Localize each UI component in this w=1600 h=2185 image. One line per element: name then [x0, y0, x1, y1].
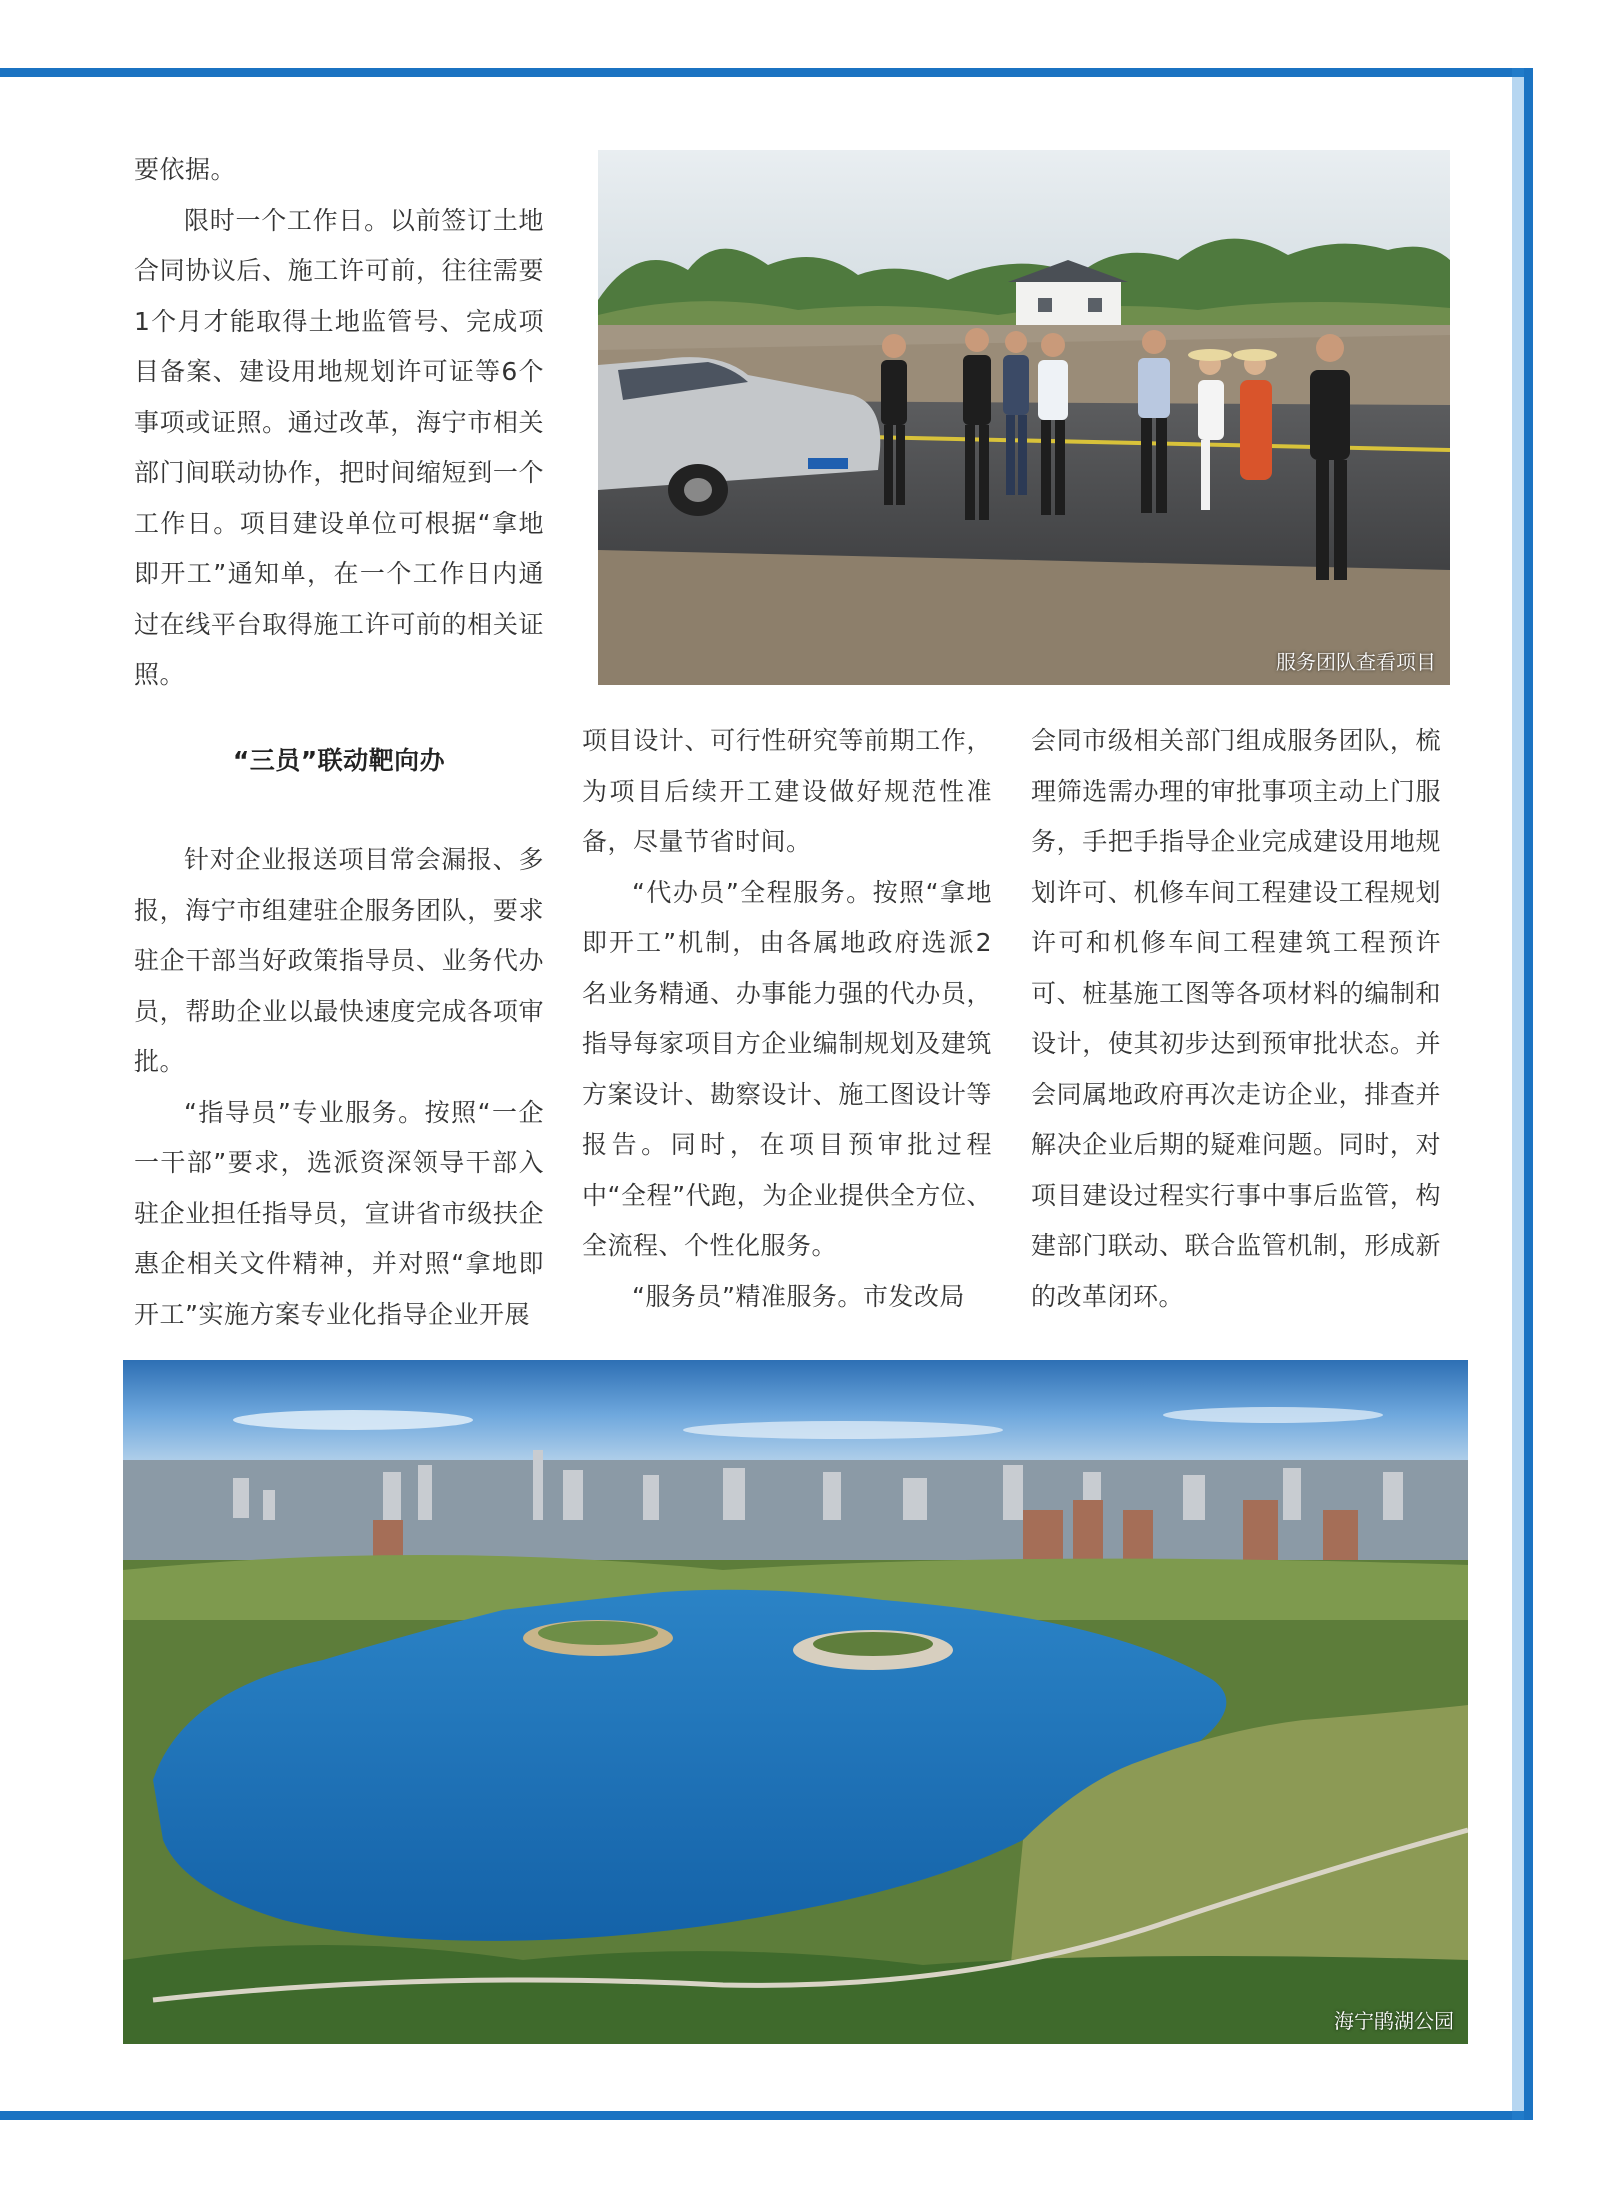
paragraph: 限时一个工作日。以前签订土地合同协议后、施工许可前，往往需要1个月才能取得土地监管号、完成项目备案、建设用地规划许可证等6个事项或证照。通过改革，海宁市相关部门间联动协作，把时间缩短到一个工作日。项目建设单位可根据“拿地即开工”通知单，在一个工作日内通过在线平台取得施工许可前的相关证照。 [134, 205, 544, 689]
section-heading: “三员”联动靶向办 [232, 746, 446, 775]
photo-caption: 服务团队查看项目 [1276, 650, 1436, 674]
photo-juanhu-park [123, 1360, 1468, 2044]
column-1-bottom [134, 835, 544, 1340]
paragraph: “服务员”精准服务。市发改局 [632, 1281, 965, 1311]
photo-caption: 海宁鹃湖公园 [1334, 2009, 1454, 2033]
paragraph: 要依据。 [134, 155, 237, 184]
paragraph: 针对企业报送项目常会漏报、多报，海宁市组建驻企服务团队，要求驻企干部当好政策指导员、业务代办员，帮助企业以最快速度完成各项审批。 [134, 845, 544, 1076]
paragraph: “代办员”全程服务。按照“拿地即开工”机制，由各属地政府选派2名业务精通、办事能力强的代办员，指导每家项目方企业编制规划及建筑方案设计、勘察设计、施工图设计等报告。同时，在项目预审批过程中“全程”代跑，为企业提供全方位、全流程、个性化服务。 [582, 877, 992, 1260]
column-3 [1031, 716, 1441, 1322]
frame-accent [1512, 68, 1524, 2120]
photo-service-team-image [598, 150, 1450, 685]
photo-juanhu-park-image [123, 1360, 1468, 2044]
paragraph: “指导员”专业服务。按照“一企一干部”要求，选派资深领导干部入驻企业担任指导员，宣讲省市级扶企惠企相关文件精神，并对照“拿地即开工”实施方案专业化指导企业开展 [134, 1097, 544, 1329]
paragraph: 会同市级相关部门组成服务团队，梳理筛选需办理的审批事项主动上门服务，手把手指导企业完成建设用地规划许可、机修车间工程建设工程规划许可和机修车间工程建筑工程预许可、桩基施工图等各项材料的编制和设计，使其初步达到预审批状态。并会同属地政府再次走访企业，排查并解决企业后期的疑难问题。同时，对项目建设过程实行事中事后监管，构建部门联动、联合监管机制，形成新的改革闭环。 [1031, 726, 1441, 1311]
column-2 [582, 716, 992, 1322]
column-1-top [134, 145, 544, 701]
paragraph: 项目设计、可行性研究等前期工作，为项目后续开工建设做好规范性准备，尽量节省时间。 [582, 726, 992, 856]
photo-service-team [598, 150, 1450, 685]
